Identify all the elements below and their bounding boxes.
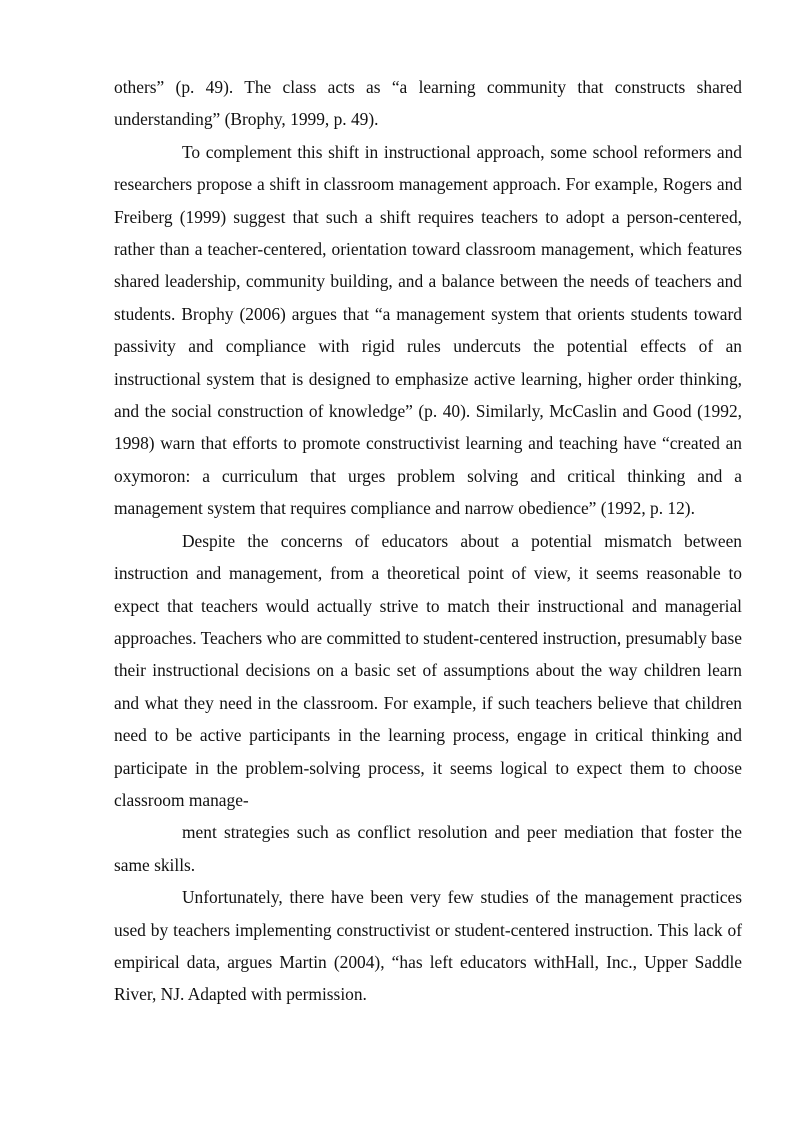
paragraph-5: Unfortunately, there have been very few studies of the management practices used by teachers implementing constructivist or student-centered instruction. This lack of empirical data, argues Martin (2004), “has left educators withHall, Inc., Upper Saddle River, NJ. Adapted with permission. — [114, 887, 742, 1005]
paragraph-2: To complement this shift in instructional approach, some school reformers and researchers propose a shift in classroom management approach. For example, Rogers and Freiberg (1999) suggest that such a shift requires teachers to adopt a person-centered, rather than a teacher-centered, orientation toward classroom management, which features shared leadership, community building, and a balance between the needs of teachers and students. Brophy (2006) argues that “a management system that orients students toward passivity and compliance with rigid rules undercuts the potential effects of an instructional system that is designed to emphasize active learning, higher order thinking, and the social construction of knowledge” (p. 40). Similarly, McCaslin and Good (1992, 1998) warn that efforts to promote constructivist learning and teaching have “created an oxymoron: a curriculum that urges problem solving and critical thinking and a management system that requires compliance and narrow obedience” (1992, p. 12). — [114, 141, 742, 519]
document-page — [114, 71, 742, 1011]
paragraph-1: others” (p. 49). The class acts as “a learning community that constructs shared understanding” (Brophy, 1999, p. 49). — [114, 77, 742, 130]
paragraph-4: ment strategies such as conflict resolution and peer mediation that foster the same skills. — [114, 822, 742, 875]
paragraph-3: Despite the concerns of educators about a potential mismatch between instruction and management, from a theoretical point of view, it seems reasonable to expect that teachers would actually strive to match their instructional and managerial approaches. Teachers who are committed to student-centered instruction, presumably base their instructional decisions on a basic set of assumptions about the way children learn and what they need in the classroom. For example, if such teachers believe that children need to be active participants in the learning process, engage in critical thinking and participate in the problem-solving process, it seems logical to expect them to choose classroom manage- — [114, 530, 742, 810]
